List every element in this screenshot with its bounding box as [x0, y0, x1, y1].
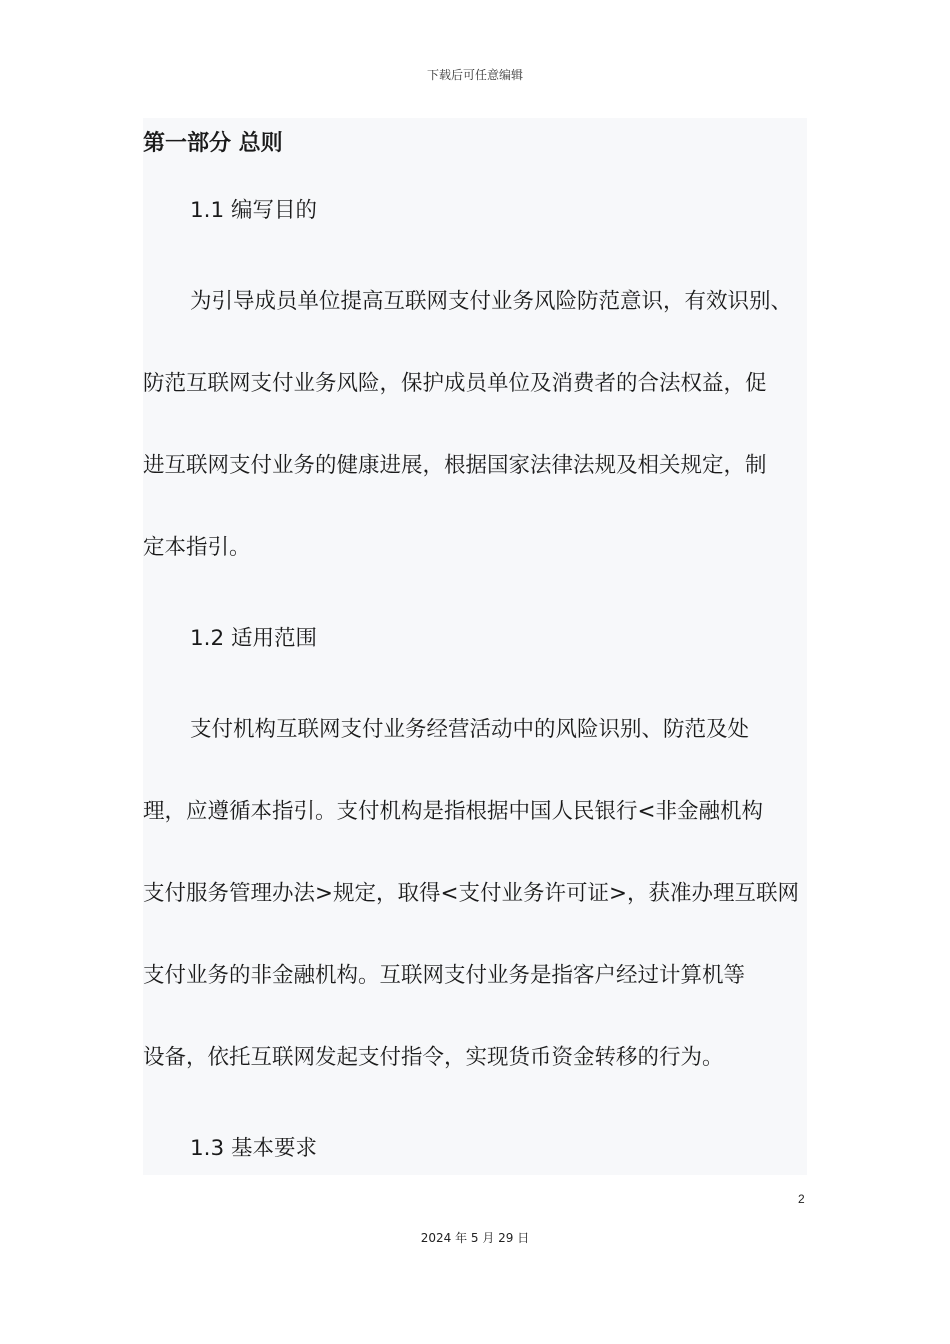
- paragraph-line: 进互联网支付业务的健康进展，根据国家法律法规及相关规定，制: [143, 453, 767, 478]
- paragraph-line: 理，应遵循本指引。支付机构是指根据中国人民银行<非金融机构: [143, 799, 764, 824]
- paragraph-line: 支付业务的非金融机构。互联网支付业务是指客户经过计算机等: [143, 963, 746, 988]
- paragraph-line: 支付机构互联网支付业务经营活动中的风险识别、防范及处: [190, 717, 750, 742]
- paragraph-line: 定本指引。: [143, 535, 251, 560]
- page-header-note: 下载后可任意编辑: [426, 68, 523, 82]
- subsection-title-1-2: 1.2 适用范围: [190, 626, 318, 651]
- paragraph-line: 设备，依托互联网发起支付指令，实现货币资金转移的行为。: [143, 1045, 724, 1070]
- paragraph-line: 支付服务管理办法>规定，取得<支付业务许可证>，获准办理互联网: [143, 881, 800, 906]
- page-number: 2: [798, 1192, 805, 1206]
- section-heading: 第一部分 总则: [143, 131, 283, 156]
- footer-date: 2024 年 5 月 29 日: [420, 1231, 530, 1245]
- subsection-title-1-3: 1.3 基本要求: [190, 1136, 318, 1161]
- paragraph-line: 防范互联网支付业务风险，保护成员单位及消费者的合法权益，促: [143, 371, 767, 396]
- paragraph-line: 为引导成员单位提高互联网支付业务风险防范意识，有效识别、: [190, 289, 793, 314]
- subsection-title-1-1: 1.1 编写目的: [190, 198, 318, 223]
